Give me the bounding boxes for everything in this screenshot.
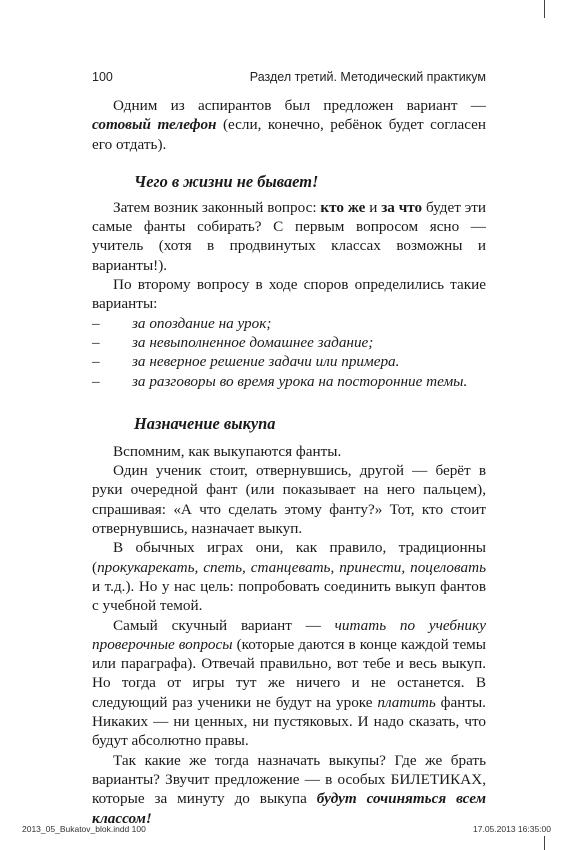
paragraph-7-italic-pay: платить bbox=[377, 693, 436, 711]
paragraph-7 bbox=[92, 616, 486, 751]
dash-bullet: – bbox=[92, 314, 100, 332]
paragraph-3: По второму вопросу в ходе споров определились такие варианты: bbox=[92, 276, 486, 313]
dash-bullet: – bbox=[92, 372, 100, 390]
paragraph-8 bbox=[92, 751, 486, 828]
paragraph-5: Один ученик стоит, отвернувшись, другой — берёт в руки очередной фант (или показывает на него пальцем), спрашивая: «А что сделать этому фанту?» Тот, кто стоит отвернувшись, назначает выкуп. bbox=[92, 462, 486, 538]
list-item bbox=[92, 352, 486, 371]
crop-mark-bottom bbox=[544, 836, 545, 850]
paragraph-1-text-c: (если, конечно, ребёнок будет согласен его отдать). bbox=[92, 116, 487, 153]
crop-mark-top bbox=[544, 0, 545, 18]
paragraph-7-text-a: Самый скучный вариант — bbox=[113, 616, 335, 634]
paragraph-7-text-c: (которые даются в конце каждой темы или параграфа). Отвечай правильно, вот тебе и весь выкуп. Но тогда от игры тут же ничего и не останется. В следующий раз ученики не будут на уроке bbox=[92, 635, 486, 711]
paragraph-4: Вспомним, как выкупаются фанты. bbox=[113, 442, 342, 460]
paragraph-8-text-a: Так какие же тогда назначать выкупы? Где же брать варианты? Звучит предложение — в особых БИЛЕТИКАХ, которые за минуту до выкупа bbox=[92, 751, 486, 808]
paragraph-6-italic: прокукарекать, спеть, станцевать, принести, поцеловать bbox=[97, 558, 486, 576]
paragraph-2-text-e: будет эти самые фанты собирать? С первым вопросом ясно — учитель (хотя в продвинутых классах возможны и варианты!). bbox=[92, 198, 486, 274]
list-item-text: за неверное решение задачи или примера. bbox=[132, 353, 400, 371]
print-slug bbox=[22, 824, 551, 838]
paragraph-6-text-a: В обычных играх они, как правило, традиционны ( bbox=[92, 539, 486, 576]
page-number: 100 bbox=[92, 70, 113, 84]
paragraph-1-text-a: Одним из аспирантов был предложен вариант — bbox=[113, 97, 486, 114]
list-item bbox=[92, 314, 486, 333]
variants-list bbox=[92, 314, 486, 391]
paragraph-2-text-c: и bbox=[365, 198, 382, 216]
paragraph-1 bbox=[92, 96, 486, 154]
paragraph-2-text-a: Затем возник законный вопрос: bbox=[113, 198, 321, 216]
paragraph-8-emphasis: будут сочиняться всем классом! bbox=[92, 790, 486, 827]
paragraph-7-italic-questions: читать по учебнику проверочные вопросы bbox=[92, 616, 486, 653]
paragraph-6 bbox=[92, 538, 486, 615]
running-header bbox=[92, 70, 486, 90]
dash-bullet: – bbox=[92, 353, 100, 371]
slug-timestamp: 17.05.2013 16:35:00 bbox=[473, 824, 551, 834]
paragraph-2 bbox=[92, 198, 486, 275]
page-body bbox=[92, 96, 486, 828]
list-item bbox=[92, 333, 486, 352]
list-item-text: за невыполненное домашнее задание; bbox=[132, 333, 374, 351]
section-title: Раздел третий. Методический практикум bbox=[249, 70, 486, 84]
list-item-text: за опоздание на урок; bbox=[132, 314, 272, 332]
slug-filename: 2013_05_Bukatov_blok.indd 100 bbox=[22, 824, 146, 834]
paragraph-6-text-c: и т.д.). Но у нас цель: попробовать соединить выкуп фантов с учебной темой. bbox=[92, 577, 486, 615]
paragraph-2-bold-who: кто же bbox=[320, 198, 366, 216]
section-heading-1: Чего в жизни не бывает! bbox=[134, 171, 319, 191]
dash-bullet: – bbox=[92, 333, 100, 351]
paragraph-2-bold-why: за что bbox=[381, 198, 423, 216]
list-item-text: за разговоры во время урока на посторонние темы. bbox=[132, 372, 468, 390]
paragraph-7-text-e: фанты. Никаких — ни ценных, ни пустяковых. И надо сказать, что будут абсолютно правы. bbox=[92, 693, 486, 750]
paragraph-1-emphasis: сотовый телефон bbox=[92, 116, 217, 134]
list-item bbox=[92, 372, 486, 391]
section-heading-2: Назначение выкупа bbox=[134, 413, 276, 433]
